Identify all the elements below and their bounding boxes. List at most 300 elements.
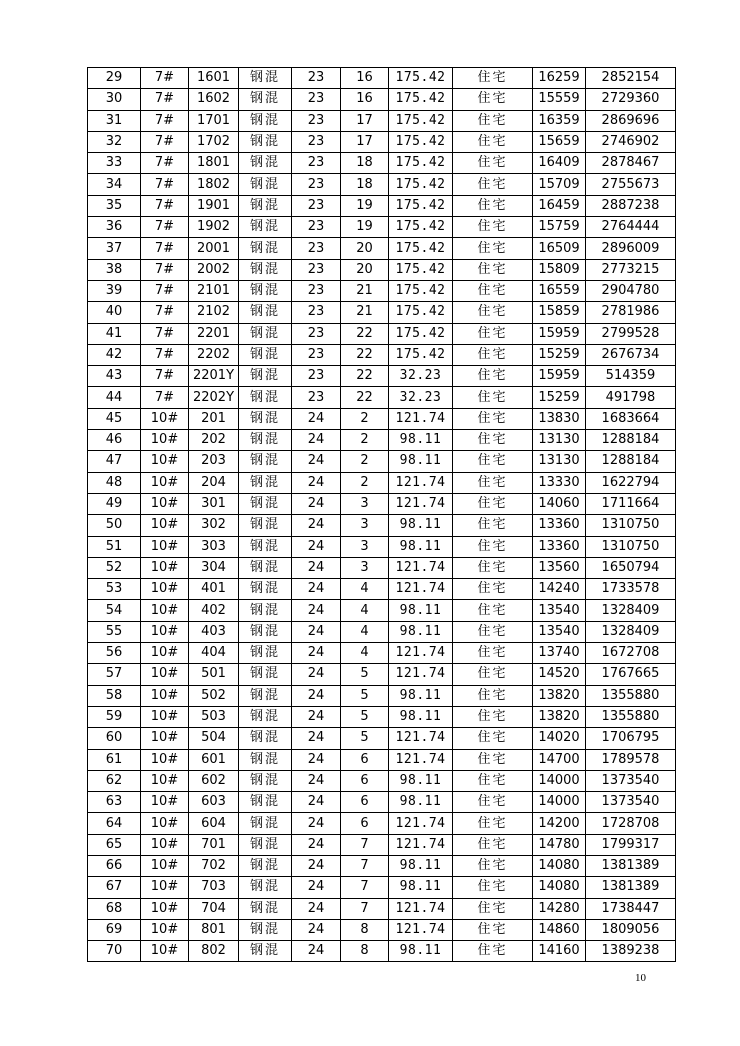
total-floors-cell: 24 bbox=[292, 493, 341, 514]
floor-cell: 18 bbox=[341, 153, 389, 174]
table-row bbox=[88, 238, 676, 259]
area-cell: 175.42 bbox=[389, 238, 453, 259]
unit-price-cell: 13740 bbox=[533, 643, 586, 664]
total-floors-cell: 24 bbox=[292, 557, 341, 578]
total-floors-cell: 23 bbox=[292, 302, 341, 323]
room-cell: 2202Y bbox=[189, 387, 239, 408]
room-cell: 1801 bbox=[189, 153, 239, 174]
table-row bbox=[88, 706, 676, 727]
use-cell: 住宅 bbox=[453, 344, 533, 365]
total-floors-cell: 24 bbox=[292, 685, 341, 706]
structure-cell: 钢混 bbox=[239, 706, 292, 727]
seq-cell: 47 bbox=[88, 451, 141, 472]
structure-cell: 钢混 bbox=[239, 259, 292, 280]
seq-cell: 61 bbox=[88, 749, 141, 770]
unit-price-cell: 14020 bbox=[533, 728, 586, 749]
seq-cell: 56 bbox=[88, 643, 141, 664]
building-cell: 7# bbox=[141, 217, 189, 238]
building-cell: 7# bbox=[141, 344, 189, 365]
total-floors-cell: 24 bbox=[292, 792, 341, 813]
building-cell: 10# bbox=[141, 898, 189, 919]
building-cell: 7# bbox=[141, 131, 189, 152]
total-floors-cell: 24 bbox=[292, 941, 341, 962]
use-cell: 住宅 bbox=[453, 472, 533, 493]
total-price-cell: 2764444 bbox=[586, 217, 676, 238]
use-cell: 住宅 bbox=[453, 195, 533, 216]
seq-cell: 58 bbox=[88, 685, 141, 706]
unit-price-cell: 16409 bbox=[533, 153, 586, 174]
floor-cell: 3 bbox=[341, 515, 389, 536]
room-cell: 302 bbox=[189, 515, 239, 536]
seq-cell: 40 bbox=[88, 302, 141, 323]
floor-cell: 22 bbox=[341, 323, 389, 344]
seq-cell: 48 bbox=[88, 472, 141, 493]
table-row bbox=[88, 408, 676, 429]
structure-cell: 钢混 bbox=[239, 131, 292, 152]
structure-cell: 钢混 bbox=[239, 600, 292, 621]
building-cell: 10# bbox=[141, 430, 189, 451]
unit-price-cell: 14000 bbox=[533, 770, 586, 791]
seq-cell: 41 bbox=[88, 323, 141, 344]
unit-price-cell: 13820 bbox=[533, 706, 586, 727]
area-cell: 121.74 bbox=[389, 919, 453, 940]
building-cell: 10# bbox=[141, 685, 189, 706]
floor-cell: 3 bbox=[341, 536, 389, 557]
area-cell: 121.74 bbox=[389, 664, 453, 685]
total-price-cell: 2676734 bbox=[586, 344, 676, 365]
total-price-cell: 2878467 bbox=[586, 153, 676, 174]
unit-price-cell: 14080 bbox=[533, 877, 586, 898]
table-row bbox=[88, 579, 676, 600]
seq-cell: 59 bbox=[88, 706, 141, 727]
total-price-cell: 2852154 bbox=[586, 68, 676, 89]
total-floors-cell: 23 bbox=[292, 195, 341, 216]
total-floors-cell: 24 bbox=[292, 600, 341, 621]
room-cell: 503 bbox=[189, 706, 239, 727]
total-price-cell: 2799528 bbox=[586, 323, 676, 344]
seq-cell: 46 bbox=[88, 430, 141, 451]
area-cell: 175.42 bbox=[389, 68, 453, 89]
total-price-cell: 1672708 bbox=[586, 643, 676, 664]
floor-cell: 6 bbox=[341, 749, 389, 770]
structure-cell: 钢混 bbox=[239, 387, 292, 408]
seq-cell: 69 bbox=[88, 919, 141, 940]
building-cell: 10# bbox=[141, 472, 189, 493]
unit-price-cell: 13130 bbox=[533, 430, 586, 451]
total-price-cell: 2869696 bbox=[586, 110, 676, 131]
unit-price-cell: 15259 bbox=[533, 387, 586, 408]
structure-cell: 钢混 bbox=[239, 770, 292, 791]
use-cell: 住宅 bbox=[453, 643, 533, 664]
unit-price-cell: 14700 bbox=[533, 749, 586, 770]
total-floors-cell: 23 bbox=[292, 280, 341, 301]
unit-price-cell: 15809 bbox=[533, 259, 586, 280]
floor-cell: 5 bbox=[341, 706, 389, 727]
area-cell: 121.74 bbox=[389, 643, 453, 664]
unit-price-cell: 16509 bbox=[533, 238, 586, 259]
price-table bbox=[87, 67, 676, 962]
unit-price-cell: 15959 bbox=[533, 366, 586, 387]
unit-price-cell: 16459 bbox=[533, 195, 586, 216]
area-cell: 175.42 bbox=[389, 195, 453, 216]
use-cell: 住宅 bbox=[453, 280, 533, 301]
building-cell: 10# bbox=[141, 749, 189, 770]
total-floors-cell: 24 bbox=[292, 430, 341, 451]
room-cell: 703 bbox=[189, 877, 239, 898]
floor-cell: 4 bbox=[341, 579, 389, 600]
unit-price-cell: 15759 bbox=[533, 217, 586, 238]
room-cell: 304 bbox=[189, 557, 239, 578]
building-cell: 10# bbox=[141, 451, 189, 472]
seq-cell: 65 bbox=[88, 834, 141, 855]
unit-price-cell: 13130 bbox=[533, 451, 586, 472]
use-cell: 住宅 bbox=[453, 664, 533, 685]
floor-cell: 20 bbox=[341, 238, 389, 259]
total-price-cell: 1767665 bbox=[586, 664, 676, 685]
seq-cell: 64 bbox=[88, 813, 141, 834]
table-row bbox=[88, 153, 676, 174]
floor-cell: 5 bbox=[341, 664, 389, 685]
total-price-cell: 2781986 bbox=[586, 302, 676, 323]
use-cell: 住宅 bbox=[453, 898, 533, 919]
area-cell: 175.42 bbox=[389, 153, 453, 174]
room-cell: 702 bbox=[189, 855, 239, 876]
total-price-cell: 2729360 bbox=[586, 89, 676, 110]
page-number: 10 bbox=[635, 972, 646, 984]
table-row bbox=[88, 685, 676, 706]
total-price-cell: 1310750 bbox=[586, 536, 676, 557]
structure-cell: 钢混 bbox=[239, 792, 292, 813]
area-cell: 121.74 bbox=[389, 493, 453, 514]
floor-cell: 17 bbox=[341, 110, 389, 131]
building-cell: 10# bbox=[141, 515, 189, 536]
unit-price-cell: 14200 bbox=[533, 813, 586, 834]
building-cell: 7# bbox=[141, 302, 189, 323]
table-row bbox=[88, 430, 676, 451]
structure-cell: 钢混 bbox=[239, 557, 292, 578]
total-floors-cell: 24 bbox=[292, 813, 341, 834]
room-cell: 1802 bbox=[189, 174, 239, 195]
total-floors-cell: 23 bbox=[292, 89, 341, 110]
building-cell: 10# bbox=[141, 408, 189, 429]
structure-cell: 钢混 bbox=[239, 515, 292, 536]
building-cell: 10# bbox=[141, 770, 189, 791]
total-floors-cell: 23 bbox=[292, 110, 341, 131]
structure-cell: 钢混 bbox=[239, 579, 292, 600]
unit-price-cell: 14860 bbox=[533, 919, 586, 940]
structure-cell: 钢混 bbox=[239, 941, 292, 962]
total-floors-cell: 24 bbox=[292, 536, 341, 557]
total-price-cell: 1310750 bbox=[586, 515, 676, 536]
floor-cell: 2 bbox=[341, 430, 389, 451]
unit-price-cell: 16559 bbox=[533, 280, 586, 301]
building-cell: 7# bbox=[141, 110, 189, 131]
floor-cell: 4 bbox=[341, 600, 389, 621]
building-cell: 10# bbox=[141, 600, 189, 621]
building-cell: 7# bbox=[141, 323, 189, 344]
seq-cell: 63 bbox=[88, 792, 141, 813]
building-cell: 10# bbox=[141, 728, 189, 749]
structure-cell: 钢混 bbox=[239, 728, 292, 749]
use-cell: 住宅 bbox=[453, 579, 533, 600]
table-row bbox=[88, 280, 676, 301]
total-price-cell: 1381389 bbox=[586, 855, 676, 876]
total-floors-cell: 23 bbox=[292, 259, 341, 280]
table-row bbox=[88, 664, 676, 685]
use-cell: 住宅 bbox=[453, 387, 533, 408]
structure-cell: 钢混 bbox=[239, 813, 292, 834]
unit-price-cell: 14160 bbox=[533, 941, 586, 962]
structure-cell: 钢混 bbox=[239, 68, 292, 89]
room-cell: 403 bbox=[189, 621, 239, 642]
total-price-cell: 2904780 bbox=[586, 280, 676, 301]
total-price-cell: 1738447 bbox=[586, 898, 676, 919]
floor-cell: 3 bbox=[341, 493, 389, 514]
use-cell: 住宅 bbox=[453, 706, 533, 727]
seq-cell: 67 bbox=[88, 877, 141, 898]
table-row bbox=[88, 877, 676, 898]
floor-cell: 20 bbox=[341, 259, 389, 280]
floor-cell: 8 bbox=[341, 919, 389, 940]
table-row bbox=[88, 259, 676, 280]
room-cell: 2101 bbox=[189, 280, 239, 301]
area-cell: 121.74 bbox=[389, 728, 453, 749]
total-floors-cell: 23 bbox=[292, 131, 341, 152]
floor-cell: 19 bbox=[341, 217, 389, 238]
seq-cell: 39 bbox=[88, 280, 141, 301]
total-price-cell: 2746902 bbox=[586, 131, 676, 152]
area-cell: 175.42 bbox=[389, 259, 453, 280]
total-price-cell: 1650794 bbox=[586, 557, 676, 578]
structure-cell: 钢混 bbox=[239, 174, 292, 195]
total-price-cell: 2773215 bbox=[586, 259, 676, 280]
unit-price-cell: 14780 bbox=[533, 834, 586, 855]
building-cell: 7# bbox=[141, 280, 189, 301]
structure-cell: 钢混 bbox=[239, 408, 292, 429]
seq-cell: 57 bbox=[88, 664, 141, 685]
total-floors-cell: 24 bbox=[292, 621, 341, 642]
table-row bbox=[88, 131, 676, 152]
building-cell: 7# bbox=[141, 153, 189, 174]
table-row bbox=[88, 323, 676, 344]
total-price-cell: 1711664 bbox=[586, 493, 676, 514]
structure-cell: 钢混 bbox=[239, 195, 292, 216]
total-price-cell: 2755673 bbox=[586, 174, 676, 195]
seq-cell: 42 bbox=[88, 344, 141, 365]
floor-cell: 4 bbox=[341, 643, 389, 664]
use-cell: 住宅 bbox=[453, 131, 533, 152]
use-cell: 住宅 bbox=[453, 259, 533, 280]
room-cell: 303 bbox=[189, 536, 239, 557]
room-cell: 704 bbox=[189, 898, 239, 919]
table-row bbox=[88, 195, 676, 216]
building-cell: 10# bbox=[141, 493, 189, 514]
table-row bbox=[88, 621, 676, 642]
building-cell: 10# bbox=[141, 643, 189, 664]
room-cell: 401 bbox=[189, 579, 239, 600]
use-cell: 住宅 bbox=[453, 685, 533, 706]
total-floors-cell: 23 bbox=[292, 174, 341, 195]
unit-price-cell: 15259 bbox=[533, 344, 586, 365]
room-cell: 502 bbox=[189, 685, 239, 706]
floor-cell: 6 bbox=[341, 792, 389, 813]
structure-cell: 钢混 bbox=[239, 110, 292, 131]
building-cell: 7# bbox=[141, 366, 189, 387]
area-cell: 32.23 bbox=[389, 387, 453, 408]
structure-cell: 钢混 bbox=[239, 430, 292, 451]
area-cell: 98.11 bbox=[389, 600, 453, 621]
use-cell: 住宅 bbox=[453, 153, 533, 174]
room-cell: 2202 bbox=[189, 344, 239, 365]
floor-cell: 22 bbox=[341, 387, 389, 408]
area-cell: 98.11 bbox=[389, 941, 453, 962]
room-cell: 504 bbox=[189, 728, 239, 749]
area-cell: 98.11 bbox=[389, 792, 453, 813]
unit-price-cell: 14080 bbox=[533, 855, 586, 876]
structure-cell: 钢混 bbox=[239, 919, 292, 940]
room-cell: 2201Y bbox=[189, 366, 239, 387]
total-floors-cell: 24 bbox=[292, 451, 341, 472]
floor-cell: 22 bbox=[341, 344, 389, 365]
total-floors-cell: 24 bbox=[292, 749, 341, 770]
unit-price-cell: 13360 bbox=[533, 536, 586, 557]
unit-price-cell: 15559 bbox=[533, 89, 586, 110]
floor-cell: 22 bbox=[341, 366, 389, 387]
area-cell: 98.11 bbox=[389, 877, 453, 898]
unit-price-cell: 13820 bbox=[533, 685, 586, 706]
use-cell: 住宅 bbox=[453, 302, 533, 323]
floor-cell: 7 bbox=[341, 877, 389, 898]
seq-cell: 31 bbox=[88, 110, 141, 131]
structure-cell: 钢混 bbox=[239, 344, 292, 365]
structure-cell: 钢混 bbox=[239, 685, 292, 706]
area-cell: 121.74 bbox=[389, 408, 453, 429]
area-cell: 121.74 bbox=[389, 472, 453, 493]
table-row bbox=[88, 919, 676, 940]
total-floors-cell: 24 bbox=[292, 898, 341, 919]
use-cell: 住宅 bbox=[453, 68, 533, 89]
seq-cell: 45 bbox=[88, 408, 141, 429]
total-price-cell: 1789578 bbox=[586, 749, 676, 770]
total-floors-cell: 24 bbox=[292, 855, 341, 876]
table-row bbox=[88, 366, 676, 387]
unit-price-cell: 14280 bbox=[533, 898, 586, 919]
structure-cell: 钢混 bbox=[239, 302, 292, 323]
structure-cell: 钢混 bbox=[239, 280, 292, 301]
seq-cell: 54 bbox=[88, 600, 141, 621]
table-row bbox=[88, 536, 676, 557]
building-cell: 7# bbox=[141, 174, 189, 195]
building-cell: 10# bbox=[141, 834, 189, 855]
seq-cell: 60 bbox=[88, 728, 141, 749]
building-cell: 7# bbox=[141, 238, 189, 259]
building-cell: 10# bbox=[141, 941, 189, 962]
room-cell: 201 bbox=[189, 408, 239, 429]
unit-price-cell: 14000 bbox=[533, 792, 586, 813]
area-cell: 98.11 bbox=[389, 515, 453, 536]
room-cell: 202 bbox=[189, 430, 239, 451]
total-floors-cell: 23 bbox=[292, 217, 341, 238]
building-cell: 7# bbox=[141, 89, 189, 110]
area-cell: 121.74 bbox=[389, 813, 453, 834]
table-row bbox=[88, 600, 676, 621]
floor-cell: 2 bbox=[341, 451, 389, 472]
room-cell: 801 bbox=[189, 919, 239, 940]
table-row bbox=[88, 302, 676, 323]
total-price-cell: 1328409 bbox=[586, 600, 676, 621]
total-floors-cell: 24 bbox=[292, 834, 341, 855]
table-row bbox=[88, 451, 676, 472]
structure-cell: 钢混 bbox=[239, 621, 292, 642]
total-price-cell: 1799317 bbox=[586, 834, 676, 855]
seq-cell: 32 bbox=[88, 131, 141, 152]
unit-price-cell: 13560 bbox=[533, 557, 586, 578]
total-floors-cell: 24 bbox=[292, 770, 341, 791]
unit-price-cell: 15859 bbox=[533, 302, 586, 323]
use-cell: 住宅 bbox=[453, 941, 533, 962]
total-price-cell: 1733578 bbox=[586, 579, 676, 600]
total-price-cell: 1373540 bbox=[586, 792, 676, 813]
floor-cell: 21 bbox=[341, 302, 389, 323]
use-cell: 住宅 bbox=[453, 110, 533, 131]
floor-cell: 19 bbox=[341, 195, 389, 216]
seq-cell: 38 bbox=[88, 259, 141, 280]
use-cell: 住宅 bbox=[453, 813, 533, 834]
room-cell: 404 bbox=[189, 643, 239, 664]
use-cell: 住宅 bbox=[453, 493, 533, 514]
building-cell: 10# bbox=[141, 579, 189, 600]
seq-cell: 50 bbox=[88, 515, 141, 536]
area-cell: 175.42 bbox=[389, 131, 453, 152]
table-row bbox=[88, 898, 676, 919]
use-cell: 住宅 bbox=[453, 238, 533, 259]
unit-price-cell: 15659 bbox=[533, 131, 586, 152]
table-row bbox=[88, 515, 676, 536]
seq-cell: 53 bbox=[88, 579, 141, 600]
building-cell: 10# bbox=[141, 664, 189, 685]
total-floors-cell: 24 bbox=[292, 728, 341, 749]
room-cell: 1701 bbox=[189, 110, 239, 131]
room-cell: 802 bbox=[189, 941, 239, 962]
table-row bbox=[88, 68, 676, 89]
total-floors-cell: 24 bbox=[292, 579, 341, 600]
table-row bbox=[88, 89, 676, 110]
table-row bbox=[88, 749, 676, 770]
total-floors-cell: 24 bbox=[292, 919, 341, 940]
use-cell: 住宅 bbox=[453, 217, 533, 238]
area-cell: 175.42 bbox=[389, 323, 453, 344]
unit-price-cell: 13540 bbox=[533, 621, 586, 642]
total-price-cell: 1373540 bbox=[586, 770, 676, 791]
room-cell: 301 bbox=[189, 493, 239, 514]
use-cell: 住宅 bbox=[453, 728, 533, 749]
building-cell: 10# bbox=[141, 557, 189, 578]
unit-price-cell: 16259 bbox=[533, 68, 586, 89]
structure-cell: 钢混 bbox=[239, 323, 292, 344]
building-cell: 10# bbox=[141, 877, 189, 898]
total-floors-cell: 24 bbox=[292, 643, 341, 664]
use-cell: 住宅 bbox=[453, 749, 533, 770]
table-row bbox=[88, 557, 676, 578]
area-cell: 98.11 bbox=[389, 621, 453, 642]
seq-cell: 30 bbox=[88, 89, 141, 110]
unit-price-cell: 14240 bbox=[533, 579, 586, 600]
area-cell: 98.11 bbox=[389, 685, 453, 706]
area-cell: 121.74 bbox=[389, 898, 453, 919]
unit-price-cell: 13540 bbox=[533, 600, 586, 621]
table-row bbox=[88, 834, 676, 855]
area-cell: 175.42 bbox=[389, 89, 453, 110]
